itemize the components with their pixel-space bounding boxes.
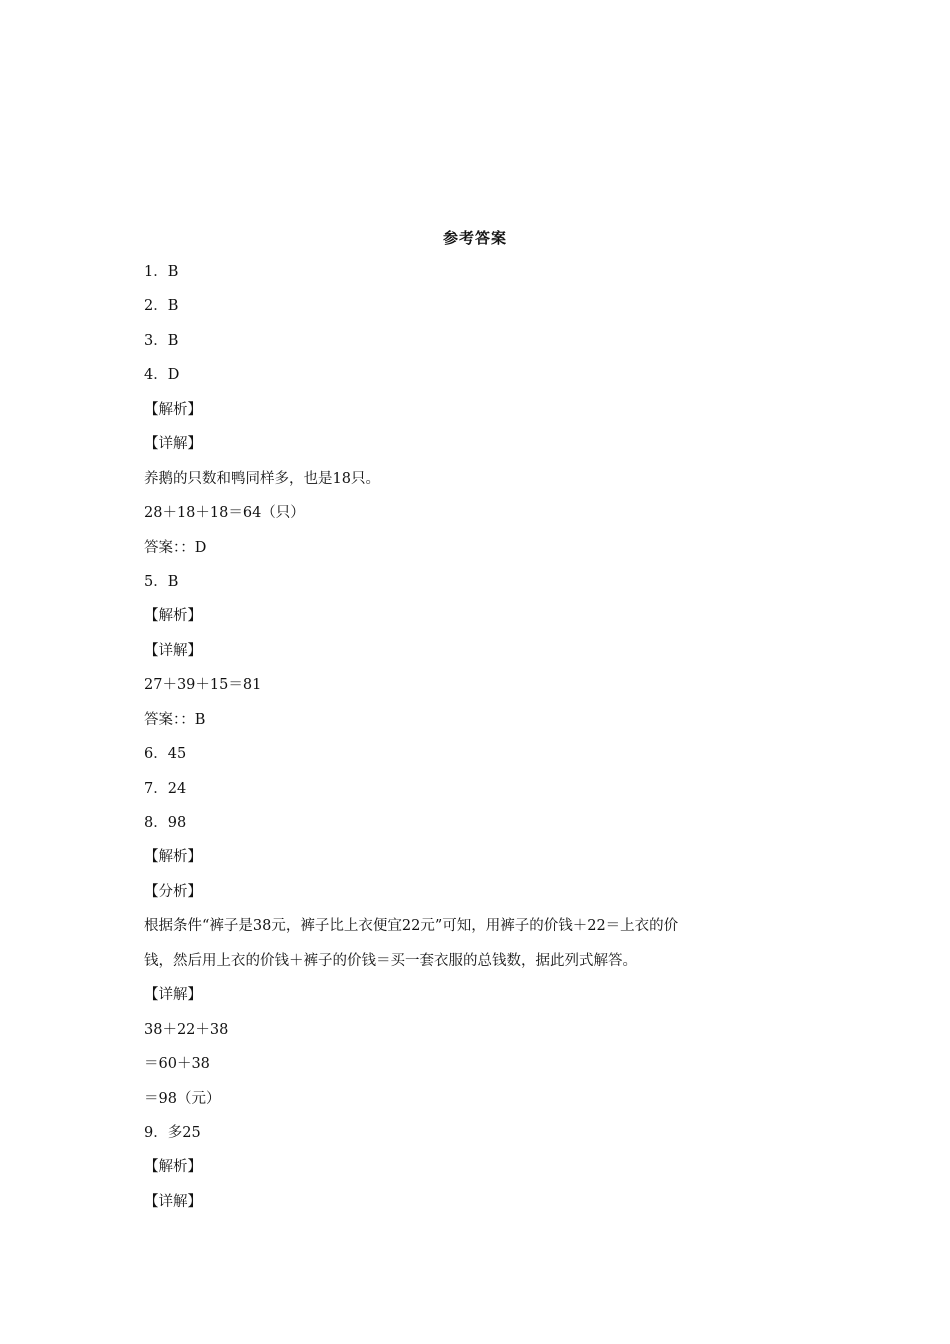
answer-line: 3．B xyxy=(144,332,179,349)
answer-summary: 答案：：B xyxy=(144,711,206,728)
answer-line: 9．多25 xyxy=(144,1124,201,1141)
equation-line: ＝98（元） xyxy=(144,1090,221,1107)
section-label: 【解析】 xyxy=(144,849,202,866)
section-label: 【详解】 xyxy=(144,1193,202,1210)
section-label: 【详解】 xyxy=(144,642,202,659)
answer-line: 8．98 xyxy=(144,815,187,831)
section-label: 【解析】 xyxy=(144,1159,202,1176)
section-label: 【详解】 xyxy=(144,987,202,1004)
answer-summary: 答案：：D xyxy=(144,539,207,556)
page-title: 参考答案 xyxy=(442,229,507,247)
explanation-line: 根据条件“裤子是38元，裤子比上衣便宜22元”可知，用裤子的价钱＋22＝上衣的价 xyxy=(144,918,679,935)
section-label: 【分析】 xyxy=(144,883,202,900)
explanation-line: 养鹅的只数和鸭同样多，也是18只。 xyxy=(144,470,380,487)
section-label: 【解析】 xyxy=(144,401,202,418)
section-label: 【详解】 xyxy=(144,436,202,453)
answer-line: 2．B xyxy=(144,298,179,315)
answer-line: 1．B xyxy=(144,264,179,280)
equation-line: 28＋18＋18＝64（只） xyxy=(144,505,305,522)
answer-line: 7．24 xyxy=(144,780,187,797)
answer-list xyxy=(144,261,804,1225)
answer-line: 5．B xyxy=(144,573,179,590)
answer-line: 4．D xyxy=(144,367,180,384)
answer-line: 6．45 xyxy=(144,746,187,763)
equation-line: ＝60＋38 xyxy=(144,1056,210,1073)
equation-line: 27＋39＋15＝81 xyxy=(144,677,262,694)
explanation-line: 钱，然后用上衣的价钱＋裤子的价钱＝买一套衣服的总钱数，据此列式解答。 xyxy=(144,952,637,969)
section-label: 【解析】 xyxy=(144,608,202,625)
equation-line: 38＋22＋38 xyxy=(144,1021,229,1038)
